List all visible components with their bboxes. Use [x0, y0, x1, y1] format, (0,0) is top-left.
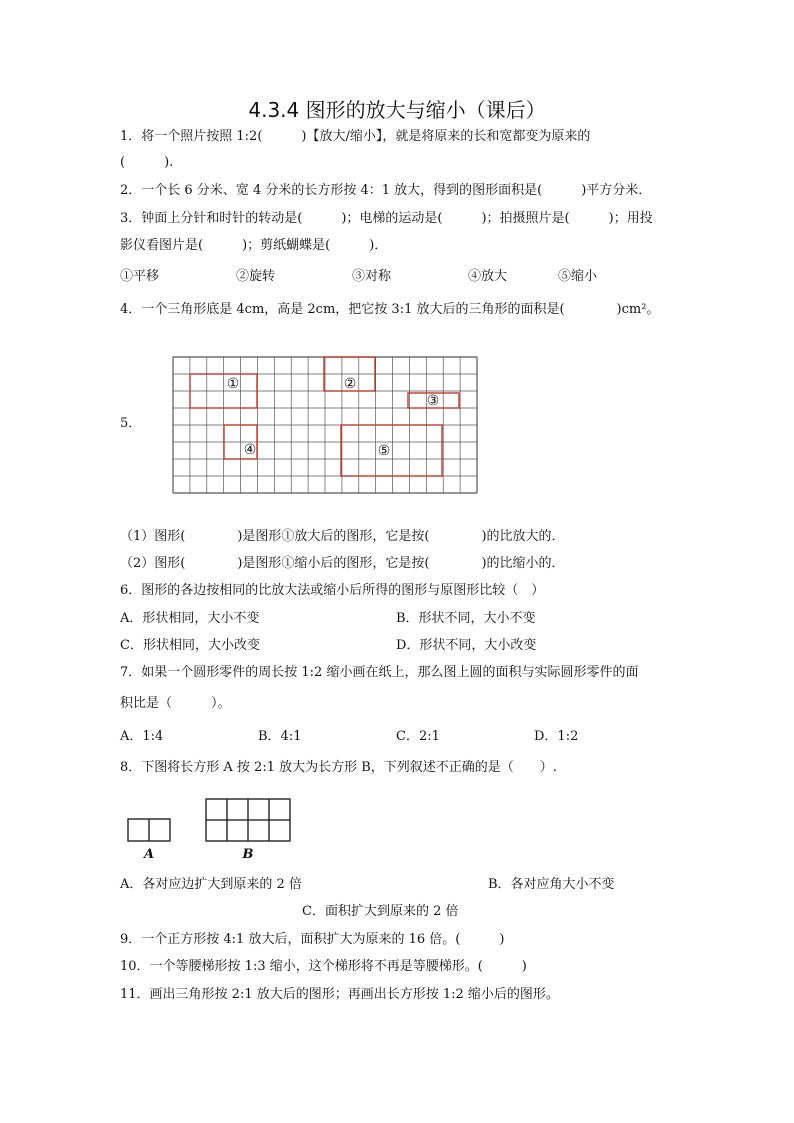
option-symmetry: ③对称	[352, 269, 392, 284]
question-11: 11．画出三角形按 2:1 放大后的图形；再画出长方形按 1:2 缩小后的图形。	[120, 987, 559, 1002]
shape-5-label: ⑤	[377, 443, 391, 459]
question-10: 10．一个等腰梯形按 1:3 缩小，这个梯形将不再是等腰梯形。( )	[120, 959, 527, 974]
question-3-line-2: 影仪看图片是( )；剪纸蝴蝶是( )．	[120, 238, 388, 253]
question-5-label: 5．	[120, 416, 142, 431]
question-9: 9．一个正方形按 4:1 放大后，面积扩大为原来的 16 倍。( )	[120, 932, 505, 947]
question-5-sub-1: （1）图形( )是图形①放大后的图形，它是按( )的比放大的．	[120, 529, 565, 544]
question-6-option-a: A．形状相同，大小不变	[120, 611, 260, 626]
question-8-stem: 8．下图将长方形 A 按 2:1 放大为长方形 B，下列叙述不正确的是（ ）.	[120, 760, 557, 775]
question-1-line-1: 1．将一个照片按照 1:2( )【放大/缩小】，就是将原来的长和宽都变为原来的	[120, 129, 591, 144]
question-6-option-b: B．形状不同，大小不变	[396, 611, 536, 626]
page-title: 4.3.4 图形的放大与缩小（课后）	[248, 98, 546, 122]
rectangle-b-label: B	[242, 847, 254, 862]
shape-4-label: ④	[243, 442, 257, 458]
grid-figure	[173, 357, 477, 493]
option-shrink: ⑤缩小	[558, 269, 598, 284]
question-6-option-c: C．形状相同，大小改变	[120, 638, 260, 653]
question-4: 4．一个三角形底是 4cm，高是 2cm，把它按 3:1 放大后的三角形的面积是( )cm²。	[120, 302, 660, 317]
shape-1-label: ①	[226, 376, 240, 392]
question-1-line-2: ( ).	[120, 155, 174, 170]
question-7-line-1: 7．如果一个圆形零件的周长按 1:2 缩小画在纸上，那么图上圆的面积与实际圆形零件的面	[120, 665, 639, 680]
question-8-option-a: A．各对应边扩大到原来的 2 倍	[120, 877, 302, 892]
option-enlarge: ④放大	[468, 269, 508, 284]
question-7-option-a: A．1:4	[120, 729, 164, 744]
shape-2-label: ②	[343, 376, 357, 392]
question-2: 2．一个长 6 分米、宽 4 分米的长方形按 4：1 放大，得到的图形面积是( )平方分米．	[120, 183, 652, 198]
question-3-line-1: 3．钟面上分针和时针的转动是( )；电梯的运动是( )；拍摄照片是( )；用投	[120, 211, 653, 226]
question-8-option-b: B．各对应角大小不变	[488, 877, 615, 892]
shape-3-label: ③	[426, 393, 440, 409]
question-7-option-c: C．2:1	[396, 729, 440, 744]
question-7-option-b: B．4:1	[258, 729, 302, 744]
question-6-stem: 6．图形的各边按相同的比放大法或缩小后所得的图形与原图形比较（ ）	[120, 583, 545, 598]
shape-5-rect	[341, 425, 442, 476]
question-8-option-c: C．面积扩大到原来的 2 倍	[302, 904, 459, 919]
question-7-option-d: D．1:2	[534, 729, 579, 744]
question-5-sub-2: （2）图形( )是图形①缩小后的图形，它是按( )的比缩小的．	[120, 556, 565, 571]
rectangle-a-label: A	[143, 847, 155, 862]
question-6-option-d: D．形状不同，大小改变	[396, 638, 537, 653]
option-rotation: ②旋转	[236, 269, 276, 284]
question-7-line-2: 积比是（ ）。	[120, 696, 231, 711]
option-translation: ①平移	[120, 269, 160, 284]
rectangles-figure	[120, 795, 300, 865]
